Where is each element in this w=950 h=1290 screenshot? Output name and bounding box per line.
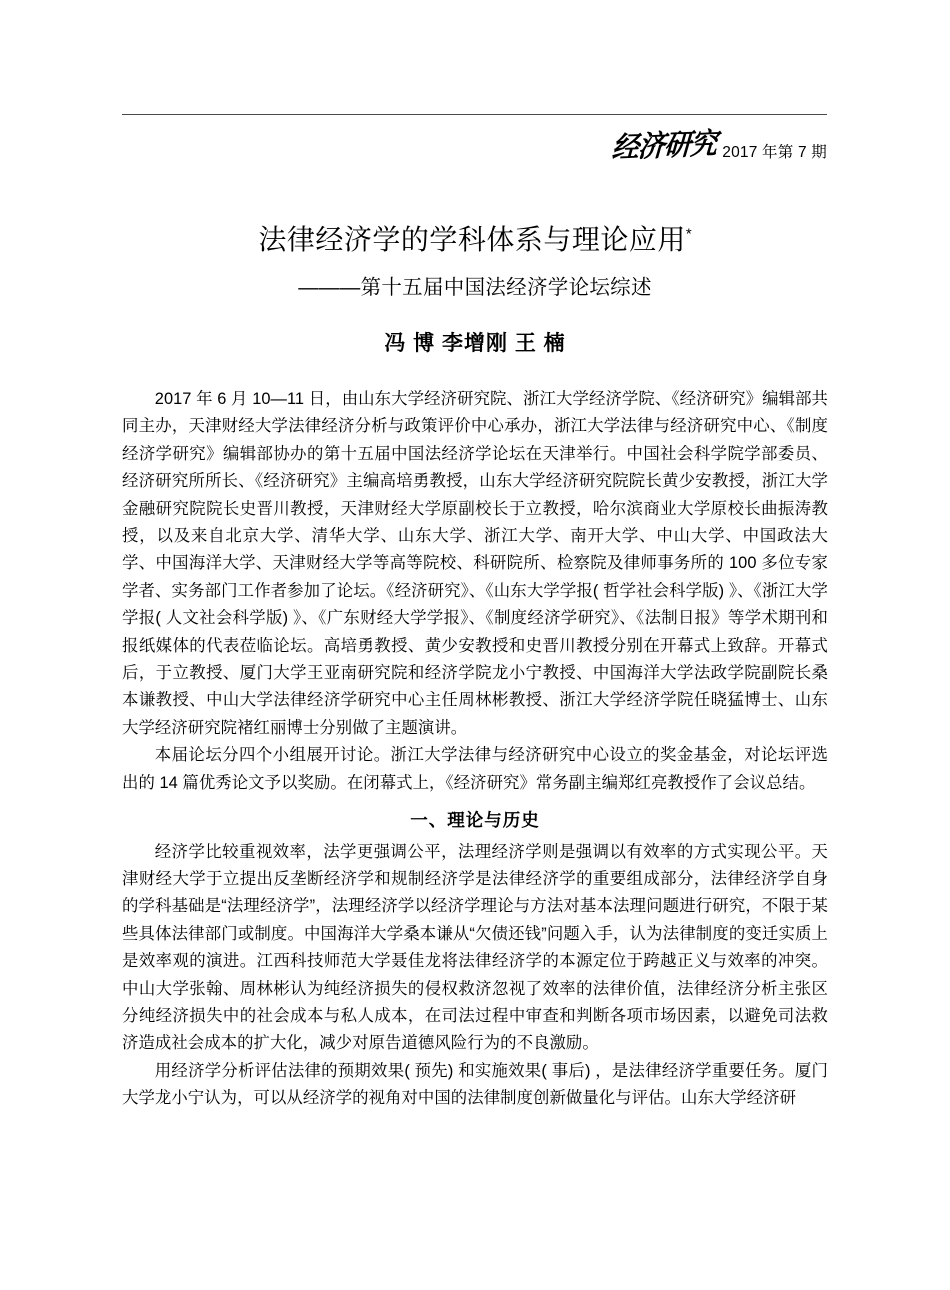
article-authors: 冯 博 李增刚 王 楠: [384, 332, 566, 355]
journal-masthead: [611, 127, 827, 166]
article-subtitle: ———第十五届中国法经济学论坛综述: [298, 276, 652, 299]
header-divider-rule: [122, 114, 827, 115]
paragraph: 2017 年 6 月 10—11 日，由山东大学经济研究院、浙江大学经济学院、《经济研究》编辑部共同主办，天津财经大学法律经济分析与政策评价中心承办，浙江大学法律与经济研究中心、《制度经济学研究》编辑部协办的第十五届中国法经济学论坛在天津举行。中国社会科学院学部委员、经济研究所所长、《经济研究》主编高培勇教授，山东大学经济研究院院长黄少安教授，浙江大学金融研究院院长史晋川教授，天津财经大学原副校长于立教授，哈尔滨商业大学原校长曲振涛教授，以及来自北京大学、清华大学、山东大学、浙江大学、南开大学、中山大学、中国政法大学、中国海洋大学、天津财经大学等高等院校、科研院所、检察院及律师事务所的 100 多位专家学者、实务部门工作者参加了论坛。《经济研究》、《山东大学学报( 哲学社会科学版) 》、《浙江大学学报( 人文社会科学版) 》、《广东财经大学学报》、《制度经济学研究》、《法制日报》等学术期刊和报纸媒体的代表莅临论坛。高培勇教授、黄少安教授和史晋川教授分别在开幕式上致辞。开幕式后，于立教授、厦门大学王亚南研究院和经济学院龙小宁教授、中国海洋大学法政学院副院长桑本谦教授、中山大学法律经济学研究中心主任周林彬教授、浙江大学经济学院任晓猛博士、山东大学经济研究院褚红丽博士分别做了主题演讲。: [122, 390, 828, 737]
article-title-text: 法律经济学的学科体系与理论应用: [258, 223, 686, 255]
section-heading: 一、理论与历史: [410, 810, 540, 831]
article-title: [0, 222, 950, 257]
article-body: [122, 386, 828, 1113]
paragraph: 用经济学分析评估法律的预期效果( 预先) 和实施效果( 事后) ，是法律经济学重要任务。厦门大学龙小宁认为，可以从经济学的视角对中国的法律制度创新做量化与评估。山东大学经济研: [122, 1061, 828, 1108]
title-footnote-marker: *: [685, 225, 692, 243]
issue-label: 2017 年第 7 期: [722, 143, 827, 161]
paragraph: 经济学比较重视效率，法学更强调公平，法理经济学则是强调以有效率的方式实现公平。天津财经大学于立提出反垄断经济学和规制经济学是法律经济学的重要组成部分，法律经济学自身的学科基础是“法理经济学”，法理经济学以经济学理论与方法对基本法理问题进行研究，不限于某些具体法律部门或制度。中国海洋大学桑本谦从“欠债还钱”问题入手，认为法律制度的变迁实质上是效率观的演进。江西科技师范大学聂佳龙将法律经济学的本源定位于跨越正义与效率的冲突。中山大学张翰、周林彬认为纯经济损失的侵权救济忽视了效率的法律价值，法律经济分析主张区分纯经济损失中的社会成本与私人成本，在司法过程中审查和判断各项市场因素，以避免司法救济造成社会成本的扩大化，减少对原告道德风险行为的不良激励。: [122, 842, 828, 1053]
journal-logo: 经济研究: [611, 127, 718, 166]
paragraph: 本届论坛分四个小组展开讨论。浙江大学法律与经济研究中心设立的奖金基金，对论坛评选出的 14 篇优秀论文予以奖励。在闭幕式上，《经济研究》常务副主编郑红亮教授作了会议总结。: [122, 746, 828, 792]
